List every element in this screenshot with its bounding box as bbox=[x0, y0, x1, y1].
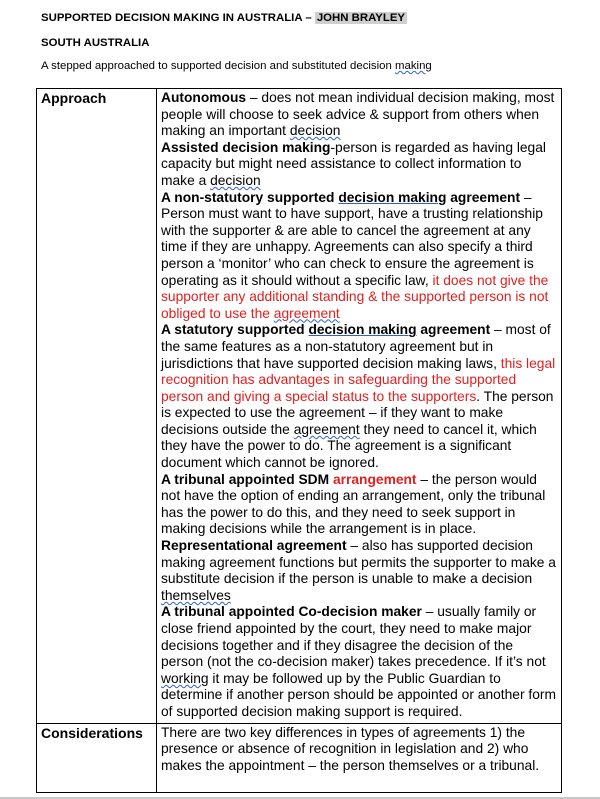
item-text: -person is regarded as having legal capacity but might need assistance to collect information to make a bbox=[161, 139, 546, 188]
spellcheck-word: themselves bbox=[161, 587, 231, 603]
item-text: – the person would not have the option of ending an arrangement, only the tribunal has the power to do this, and they need to seek support in making decisions while the arrangement is in place. bbox=[161, 471, 546, 537]
item-text: – does not mean individual decision making, most people will choose to seek advice & support from others when making an important bbox=[161, 90, 555, 139]
item-title: A non-statutory supported bbox=[161, 189, 339, 205]
grammar-word: decision making bbox=[308, 322, 417, 338]
approach-table bbox=[36, 88, 562, 793]
subtitle-text: A stepped approached to supported decision and substituted decision bbox=[41, 60, 392, 72]
item-tribunal-sdm bbox=[161, 472, 557, 538]
spellcheck-word: agreement bbox=[273, 305, 340, 321]
considerations-content: There are two key differences in types of agreements 1) the presence or absence of recognition in legislation and 2) who makes the appointment – the person themselves or a tribunal. bbox=[157, 723, 562, 793]
row-label-considerations: Considerations bbox=[37, 723, 157, 793]
item-title: A tribunal appointed Co-decision maker bbox=[161, 604, 422, 620]
table-row-approach bbox=[37, 89, 562, 724]
item-title: Assisted decision making bbox=[161, 139, 331, 155]
item-title: A statutory supported bbox=[161, 322, 309, 338]
item-title-end: agreement bbox=[446, 189, 521, 205]
spellcheck-word: agreement bbox=[293, 421, 360, 437]
item-title: Autonomous bbox=[161, 90, 247, 105]
highlight-title: arrangement bbox=[332, 471, 417, 487]
spellcheck-word: working bbox=[161, 670, 209, 686]
item-text-end: it may be followed up by the Public Guardian to determine if another person should be appointed or another form of supported decision making support is required. bbox=[161, 670, 556, 719]
title-main: SUPPORTED DECISION MAKING IN AUSTRALIA – bbox=[41, 12, 312, 24]
item-text: – most of the same features as a non-statutory agreement but in jurisdictions that have supported decision making laws, bbox=[161, 322, 551, 371]
spellcheck-word: decision bbox=[210, 172, 261, 188]
approach-content bbox=[157, 89, 562, 724]
item-representational bbox=[161, 538, 557, 604]
item-title: A tribunal appointed SDM bbox=[161, 471, 333, 487]
author-name: JOHN BRAYLEY bbox=[316, 12, 406, 24]
item-text: – Person must want to have support, have a trusting relationship with the supporter & are able to cancel the agreement at any time if they are unhappy. Agreements can also specify a third person a ‘monitor’ who can check to ensure the agreement is operating as it should without a specific law, bbox=[161, 189, 543, 288]
spellcheck-word: decision bbox=[289, 123, 341, 139]
table-row-considerations bbox=[37, 723, 562, 793]
row-label-approach: Approach bbox=[37, 89, 157, 724]
item-assisted bbox=[161, 140, 557, 190]
grammar-word: decision making bbox=[338, 189, 447, 205]
item-statutory bbox=[161, 322, 557, 471]
highlight-text: this legal recognition has advantages in safeguarding the supported person and giving a special status to the supporters bbox=[161, 355, 556, 404]
item-autonomous bbox=[161, 90, 557, 140]
item-text-end: they need to cancel it, which they have the power to do. The agreement is a significant document which cannot be ignored. bbox=[161, 421, 537, 471]
document-title bbox=[41, 12, 407, 24]
item-non-statutory bbox=[161, 190, 557, 323]
document-subtitle bbox=[41, 60, 432, 72]
spellcheck-word: making bbox=[395, 60, 432, 72]
item-text: – usually family or close friend appointed by the court, they need to make major decisions together and if they disagree the decision of the person (not the co-decision maker) takes precedence. If it’s not bbox=[161, 604, 546, 670]
highlight-text: it does not give the supporter any additional standing & the supported person is not obliged to use the bbox=[161, 272, 549, 321]
state-heading: SOUTH AUSTRALIA bbox=[41, 37, 150, 49]
item-text-cont: . The person is expected to use the agreement – if they want to make decisions outside the bbox=[161, 388, 554, 437]
item-title: Representational agreement bbox=[161, 538, 347, 554]
item-title-end: agreement bbox=[416, 322, 491, 338]
item-text: – also has supported decision making agreement functions but permits the supporter to make a substitute decision if the person is unable to make a decision bbox=[161, 538, 556, 587]
item-co-decision bbox=[161, 604, 557, 720]
